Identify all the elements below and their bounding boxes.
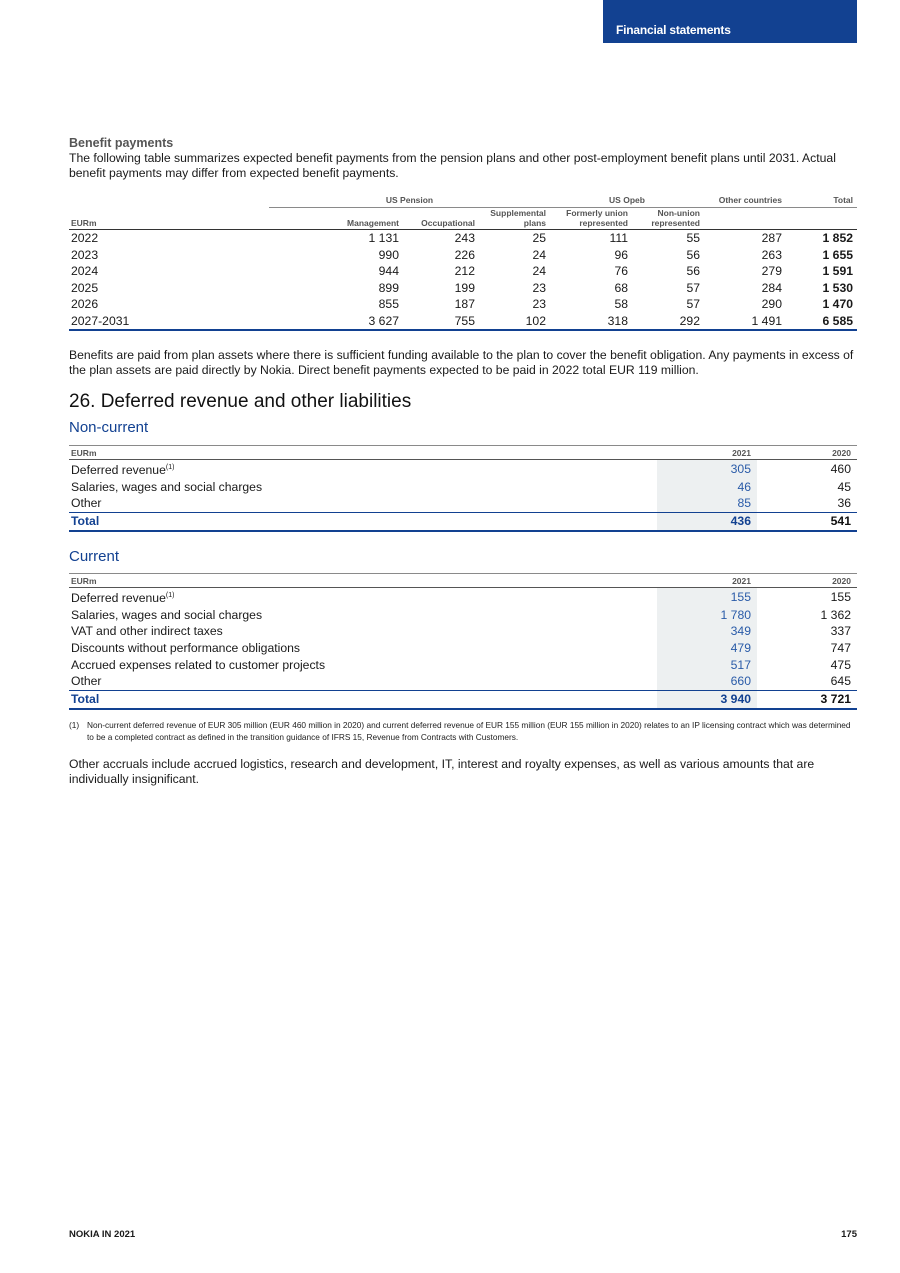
total-cell: 1 852 bbox=[822, 231, 853, 245]
value-cell: 279 bbox=[761, 264, 782, 278]
group-us-opeb: US Opeb bbox=[550, 195, 704, 208]
value-cell: 755 bbox=[403, 313, 479, 331]
column-header: Supplemental plans bbox=[479, 208, 550, 230]
year-cell: 2023 bbox=[71, 247, 99, 262]
value-2021: 305 bbox=[657, 460, 757, 479]
table-row bbox=[69, 280, 857, 297]
footer-report-name: NOKIA IN 2021 bbox=[69, 1229, 136, 1240]
row-label: Accrued expenses related to customer projects bbox=[71, 657, 326, 672]
value-cell: 855 bbox=[378, 297, 399, 311]
column-header: Non-union represented bbox=[632, 208, 704, 230]
value-cell: 23 bbox=[532, 280, 546, 295]
value-2021: 349 bbox=[657, 623, 757, 640]
row-label: Deferred revenue$^{(1)}$ bbox=[71, 463, 175, 477]
value-cell: 290 bbox=[761, 297, 782, 311]
column-header: EURm bbox=[69, 446, 657, 460]
column-header: 2021 bbox=[657, 573, 757, 587]
page-content bbox=[69, 136, 857, 787]
table-row bbox=[69, 296, 857, 313]
value-cell: 25 bbox=[532, 231, 546, 245]
value-2021: 155 bbox=[657, 587, 757, 606]
value-cell: 111 bbox=[609, 231, 628, 245]
value-2021: 517 bbox=[657, 657, 757, 674]
total-2021: 3 940 bbox=[657, 691, 757, 709]
value-2021: 660 bbox=[657, 673, 757, 690]
year-cell: 2022 bbox=[71, 231, 99, 245]
table-row bbox=[69, 230, 857, 247]
column-header: Formerly union represented bbox=[550, 208, 632, 230]
value-2021: 46 bbox=[657, 479, 757, 496]
year-cell: 2026 bbox=[71, 297, 99, 311]
non-current-title: Non-current bbox=[69, 419, 149, 436]
year-cell: 2024 bbox=[71, 264, 99, 278]
group-other-countries: Other countries bbox=[704, 195, 786, 208]
value-2020: 475 bbox=[830, 657, 851, 672]
table-row bbox=[69, 657, 857, 674]
benefit-payments-note: Benefits are paid from plan assets where there is sufficient funding available to the plan to cover the benefit obligation. Any payments in excess of the plan assets are paid directly by Nokia. Direct benefit payments expected to be paid in 2022 total EUR 119 million. bbox=[69, 348, 854, 377]
column-header: Management bbox=[269, 208, 403, 230]
table-row bbox=[69, 623, 857, 640]
row-label: Discounts without performance obligations bbox=[71, 640, 300, 655]
value-2020: 36 bbox=[837, 496, 851, 511]
value-2020: 747 bbox=[830, 640, 851, 655]
value-cell: 24 bbox=[532, 264, 546, 278]
table-header-row bbox=[69, 446, 857, 460]
total-label: Total bbox=[69, 513, 657, 531]
value-cell: 57 bbox=[686, 280, 700, 295]
column-header: EURm bbox=[69, 208, 269, 230]
benefit-payments-intro: The following table summarizes expected benefit payments from the pension plans and other post-employment benefit plans until 2031. Actual benefit payments may differ from expected benefit payments. bbox=[69, 151, 836, 180]
total-2020: 3 721 bbox=[757, 691, 857, 709]
value-cell: 199 bbox=[454, 280, 475, 295]
page-number: 175 bbox=[841, 1229, 857, 1240]
footnote bbox=[69, 719, 857, 743]
value-cell: 899 bbox=[378, 280, 399, 295]
footnote-number: (1) bbox=[69, 719, 80, 730]
value-2021: 85 bbox=[657, 495, 757, 512]
value-cell: 57 bbox=[686, 297, 700, 311]
section-title: 26. Deferred revenue and other liabilities bbox=[69, 391, 412, 412]
table-row bbox=[69, 640, 857, 657]
value-2020: 337 bbox=[830, 624, 851, 639]
other-accruals-note: Other accruals include accrued logistics, research and development, IT, interest and royalty expenses, as well as various amounts that are individually insignificant. bbox=[69, 756, 815, 786]
benefit-payments-title: Benefit payments bbox=[69, 136, 174, 150]
value-cell: 96 bbox=[614, 247, 628, 262]
value-cell: 56 bbox=[686, 247, 700, 262]
column-header: Occupational bbox=[403, 208, 479, 230]
total-label: Total bbox=[69, 691, 657, 709]
table-row bbox=[69, 587, 857, 606]
total-cell: 6 585 bbox=[786, 313, 857, 331]
column-header: 2020 bbox=[757, 573, 857, 587]
row-label: Other bbox=[71, 674, 102, 689]
value-2020: 1 362 bbox=[820, 607, 851, 622]
table-row bbox=[69, 673, 857, 690]
group-total: Total bbox=[786, 195, 857, 208]
value-cell: 263 bbox=[761, 247, 782, 262]
value-cell: 55 bbox=[686, 231, 700, 245]
year-cell: 2025 bbox=[71, 280, 99, 295]
table-row bbox=[69, 460, 857, 479]
value-2020: 645 bbox=[830, 674, 851, 689]
table-group-header-row bbox=[69, 195, 857, 208]
benefit-payments-table bbox=[69, 195, 857, 331]
non-current-table bbox=[69, 445, 857, 532]
value-cell: 944 bbox=[378, 264, 399, 278]
value-cell: 58 bbox=[614, 297, 628, 311]
table-row bbox=[69, 247, 857, 264]
footnote-ref: (1) bbox=[165, 591, 175, 599]
column-header: EURm bbox=[69, 573, 657, 587]
total-cell: 1 470 bbox=[822, 297, 853, 311]
table-row bbox=[69, 479, 857, 496]
value-cell: 284 bbox=[761, 280, 782, 295]
group-us-pension: US Pension bbox=[269, 195, 550, 208]
value-cell: 1 131 bbox=[368, 231, 399, 245]
total-2021: 436 bbox=[657, 513, 757, 531]
value-cell: 56 bbox=[686, 264, 700, 278]
column-header: 2021 bbox=[657, 446, 757, 460]
table-row bbox=[69, 495, 857, 512]
value-cell: 187 bbox=[454, 297, 475, 311]
value-cell: 318 bbox=[550, 313, 632, 331]
total-row bbox=[69, 691, 857, 709]
value-cell: 287 bbox=[761, 231, 782, 245]
row-label: Salaries, wages and social charges bbox=[71, 479, 263, 494]
value-2020: 460 bbox=[830, 462, 851, 476]
table-row bbox=[69, 607, 857, 624]
section-header-tab bbox=[603, 0, 857, 43]
total-row bbox=[69, 513, 857, 531]
value-cell: 1 491 bbox=[704, 313, 786, 331]
section-header-label: Financial statements bbox=[616, 23, 731, 37]
row-label: VAT and other indirect taxes bbox=[71, 624, 223, 639]
value-2020: 45 bbox=[837, 479, 851, 494]
total-cell: 1 530 bbox=[822, 280, 853, 295]
total-2020: 541 bbox=[757, 513, 857, 531]
value-cell: 3 627 bbox=[269, 313, 403, 331]
row-label: Deferred revenue$^{(1)}$ bbox=[71, 590, 175, 605]
column-header: 2020 bbox=[757, 446, 857, 460]
total-cell: 1 591 bbox=[822, 264, 853, 278]
value-cell: 102 bbox=[479, 313, 550, 331]
table-row bbox=[69, 263, 857, 280]
value-cell: 23 bbox=[532, 297, 546, 311]
value-2020: 155 bbox=[830, 589, 851, 604]
value-cell: 990 bbox=[378, 247, 399, 262]
total-cell: 1 655 bbox=[822, 247, 853, 262]
value-cell: 292 bbox=[632, 313, 704, 331]
value-cell: 68 bbox=[614, 280, 628, 295]
footnote-text: Non-current deferred revenue of EUR 305 million (EUR 460 million in 2020) and current deferred revenue of EUR 155 million (EUR 155 million in 2020) relates to an IP licensing contract which was determined to be a completed contract as defined in the transition guidance of IFRS 15, Revenue from Contracts with Customers. bbox=[87, 719, 851, 742]
value-cell: 76 bbox=[614, 264, 628, 278]
value-cell: 243 bbox=[454, 231, 475, 245]
value-2021: 1 780 bbox=[657, 607, 757, 624]
value-cell: 24 bbox=[532, 247, 546, 262]
row-label: Other bbox=[71, 496, 102, 511]
value-cell: 226 bbox=[454, 247, 475, 262]
row-label: Salaries, wages and social charges bbox=[71, 607, 263, 622]
current-title: Current bbox=[69, 547, 120, 565]
value-cell: 212 bbox=[454, 264, 475, 278]
value-2021: 479 bbox=[657, 640, 757, 657]
current-table bbox=[69, 573, 857, 710]
table-header-row bbox=[69, 573, 857, 587]
footnote-ref: (1) bbox=[165, 464, 175, 471]
year-cell: 2027-2031 bbox=[69, 313, 269, 331]
table-column-header-row bbox=[69, 208, 857, 230]
table-row bbox=[69, 313, 857, 331]
